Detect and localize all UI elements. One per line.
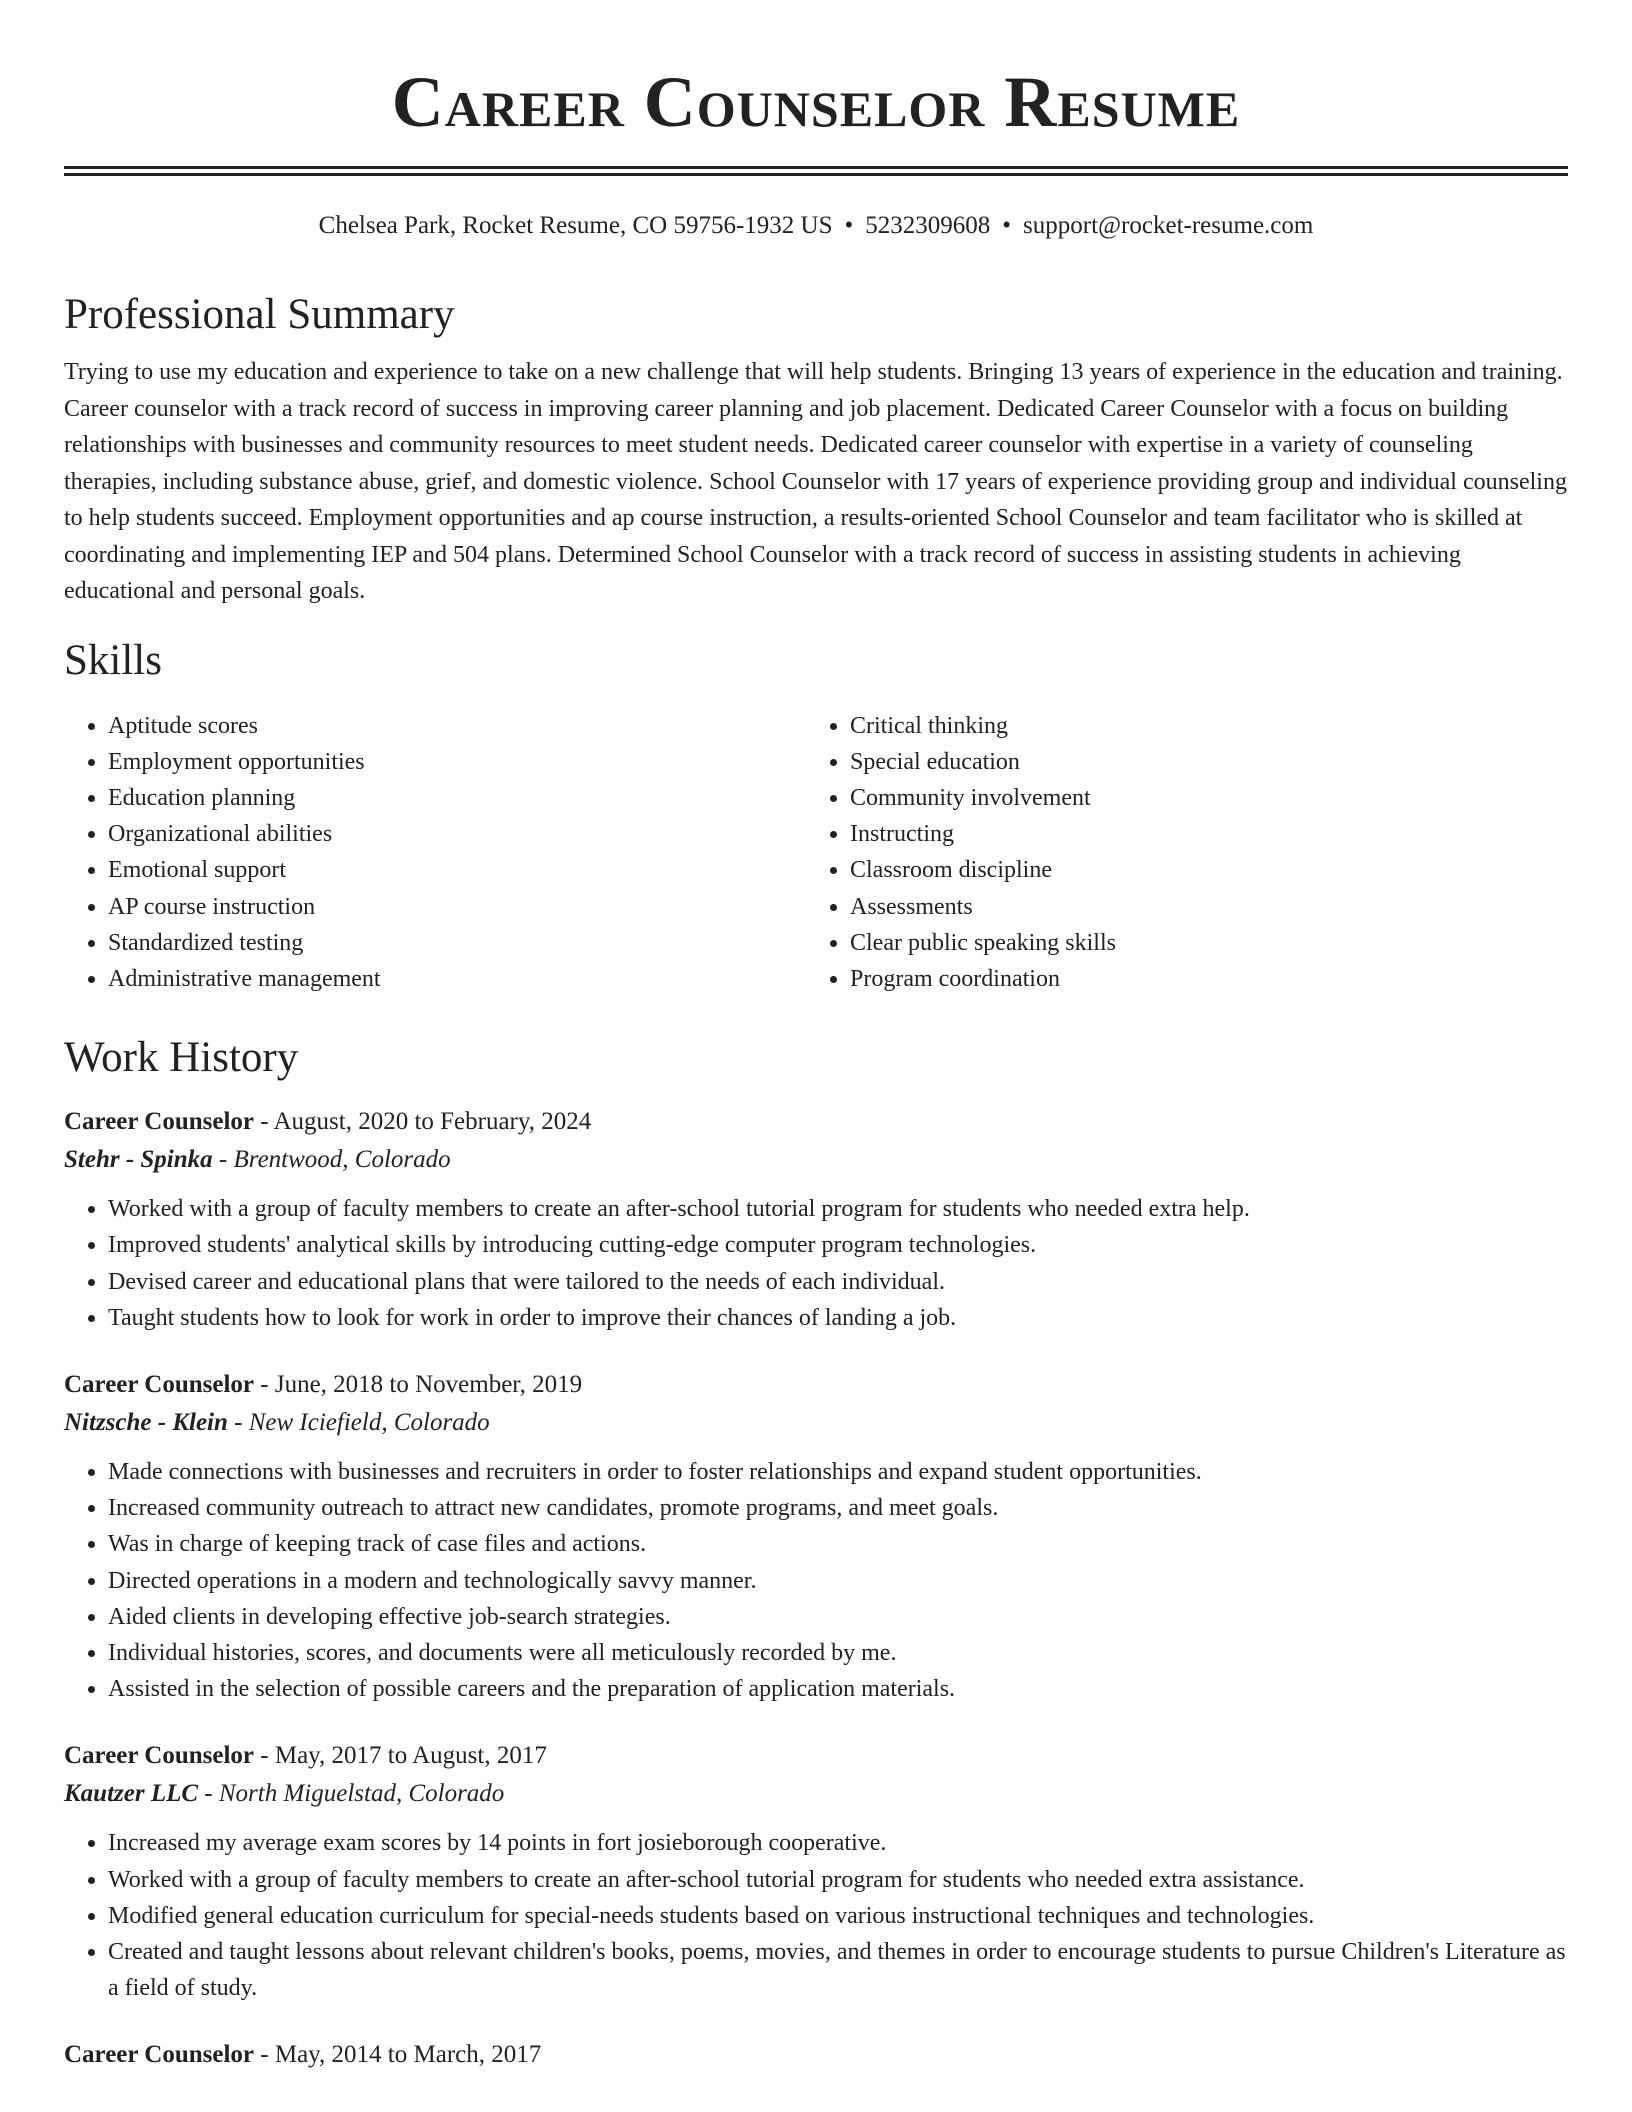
job-bullet: • Improved students' analytical skills by introducing cutting-edge computer program technologies. bbox=[108, 1227, 1568, 1263]
contact-line bbox=[64, 210, 1568, 242]
job-dates: - August, 2020 to February, 2024 bbox=[254, 1108, 592, 1136]
summary-text: Trying to use my education and experience to take on a new challenge that will help students. Bringing 13 years of experience in the education and training. Career counselor with a track record of success in improving career planning and job placement. Dedicated Career Counselor with a focus on building relationships with businesses and community resources to meet student needs. Dedicated career counselor with expertise in a variety of counseling therapies, including substance abuse, grief, and domestic violence. School Counselor with 17 years of experience providing group and individual counseling to help students succeed. Employment opportunities and ap course instruction, a results-oriented School Counselor and team facilitator who is skilled at coordinating and implementing IEP and 504 plans. Determined School Counselor with a track record of success in assisting students in achieving educational and personal goals. bbox=[64, 359, 1567, 604]
job-title-line bbox=[64, 2036, 1568, 2074]
job-bullet: • Modified general education curriculum for special-needs students based on various instructional techniques and technologies. bbox=[108, 1898, 1568, 1934]
job-bullets bbox=[64, 1825, 1568, 2006]
job-title-line bbox=[64, 1737, 1568, 1775]
skill-item: • Aptitude scores bbox=[108, 708, 806, 744]
job-bullet: • Assisted in the selection of possible careers and the preparation of application materials. bbox=[108, 1671, 1568, 1707]
job-entry bbox=[64, 2036, 1568, 2074]
skill-item: • Program coordination bbox=[850, 961, 1548, 997]
skill-item: • Instructing bbox=[850, 816, 1548, 852]
work-history-heading: Work History bbox=[64, 1034, 299, 1082]
job-role: Career Counselor bbox=[64, 1108, 255, 1136]
title-divider bbox=[64, 166, 1568, 176]
contact-separator: • bbox=[1002, 212, 1012, 239]
skill-item: • Assessments bbox=[850, 889, 1548, 925]
skill-item: • Education planning bbox=[108, 780, 806, 816]
skills-grid bbox=[64, 708, 1568, 998]
contact-separator: • bbox=[844, 212, 854, 239]
skill-item: • Community involvement bbox=[850, 780, 1548, 816]
job-dates: - May, 2017 to August, 2017 bbox=[254, 1742, 547, 1770]
job-entry bbox=[64, 1737, 1568, 2006]
job-bullets bbox=[64, 1191, 1568, 1336]
job-bullet: • Taught students how to look for work in order to improve their chances of landing a job. bbox=[108, 1300, 1568, 1336]
contact-email: support@rocket-resume.com bbox=[1023, 212, 1314, 239]
skill-item: • Classroom discipline bbox=[850, 852, 1548, 888]
job-location: - New Iciefield, Colorado bbox=[227, 1408, 490, 1436]
job-role: Career Counselor bbox=[64, 2041, 255, 2069]
contact-phone: 5232309608 bbox=[865, 212, 991, 239]
skill-item: • Critical thinking bbox=[850, 708, 1548, 744]
summary-heading: Professional Summary bbox=[64, 291, 455, 338]
skill-item: • Administrative management bbox=[108, 961, 806, 997]
job-bullet: • Made connections with businesses and recruiters in order to foster relationships and expand student opportunities. bbox=[108, 1454, 1568, 1490]
job-dates: - June, 2018 to November, 2019 bbox=[254, 1370, 583, 1398]
skill-item: • Emotional support bbox=[108, 852, 806, 888]
skill-item: • Organizational abilities bbox=[108, 816, 806, 852]
skill-item: • Special education bbox=[850, 744, 1548, 780]
job-company-line bbox=[64, 1404, 1568, 1442]
job-location: - Brentwood, Colorado bbox=[212, 1146, 451, 1174]
job-bullet: • Worked with a group of faculty members to create an after-school tutorial program for students who needed extra assistance. bbox=[108, 1862, 1568, 1898]
job-company: Nitzsche - Klein bbox=[64, 1408, 228, 1436]
skill-item: • AP course instruction bbox=[108, 889, 806, 925]
job-bullet: • Worked with a group of faculty members to create an after-school tutorial program for students who needed extra help. bbox=[108, 1191, 1568, 1227]
job-role: Career Counselor bbox=[64, 1742, 255, 1770]
skill-item: • Standardized testing bbox=[108, 925, 806, 961]
job-entry bbox=[64, 1366, 1568, 1707]
job-company-line bbox=[64, 1775, 1568, 1813]
skills-right-column bbox=[806, 708, 1548, 998]
job-company: Kautzer LLC bbox=[64, 1780, 199, 1808]
job-dates: - May, 2014 to March, 2017 bbox=[254, 2041, 542, 2069]
job-title-line bbox=[64, 1366, 1568, 1404]
job-bullets bbox=[64, 1454, 1568, 1707]
job-role: Career Counselor bbox=[64, 1370, 255, 1398]
job-bullet: • Aided clients in developing effective job-search strategies. bbox=[108, 1599, 1568, 1635]
job-bullet: • Individual histories, scores, and documents were all meticulously recorded by me. bbox=[108, 1635, 1568, 1671]
job-bullet: • Directed operations in a modern and technologically savvy manner. bbox=[108, 1563, 1568, 1599]
job-title-line bbox=[64, 1103, 1568, 1141]
skill-item: • Clear public speaking skills bbox=[850, 925, 1548, 961]
job-bullet: • Increased community outreach to attract new candidates, promote programs, and meet goals. bbox=[108, 1490, 1568, 1526]
job-entry bbox=[64, 1103, 1568, 1336]
job-bullet: • Created and taught lessons about relevant children's books, poems, movies, and themes in order to encourage students to pursue Children's Literature as a field of study. bbox=[108, 1934, 1568, 2006]
skills-heading: Skills bbox=[64, 636, 162, 684]
job-company: Stehr - Spinka bbox=[64, 1146, 213, 1174]
job-bullet: • Increased my average exam scores by 14 points in fort josieborough cooperative. bbox=[108, 1825, 1568, 1861]
job-bullet: • Devised career and educational plans that were tailored to the needs of each individual. bbox=[108, 1264, 1568, 1300]
job-location: - North Miguelstad, Colorado bbox=[198, 1780, 505, 1808]
job-bullet: • Was in charge of keeping track of case files and actions. bbox=[108, 1526, 1568, 1562]
skill-item: • Employment opportunities bbox=[108, 744, 806, 780]
page-title: Career Counselor Resume bbox=[391, 62, 1241, 142]
contact-address: Chelsea Park, Rocket Resume, CO 59756-1932 US bbox=[318, 212, 833, 239]
skills-left-column bbox=[64, 708, 806, 998]
job-company-line bbox=[64, 1141, 1568, 1179]
